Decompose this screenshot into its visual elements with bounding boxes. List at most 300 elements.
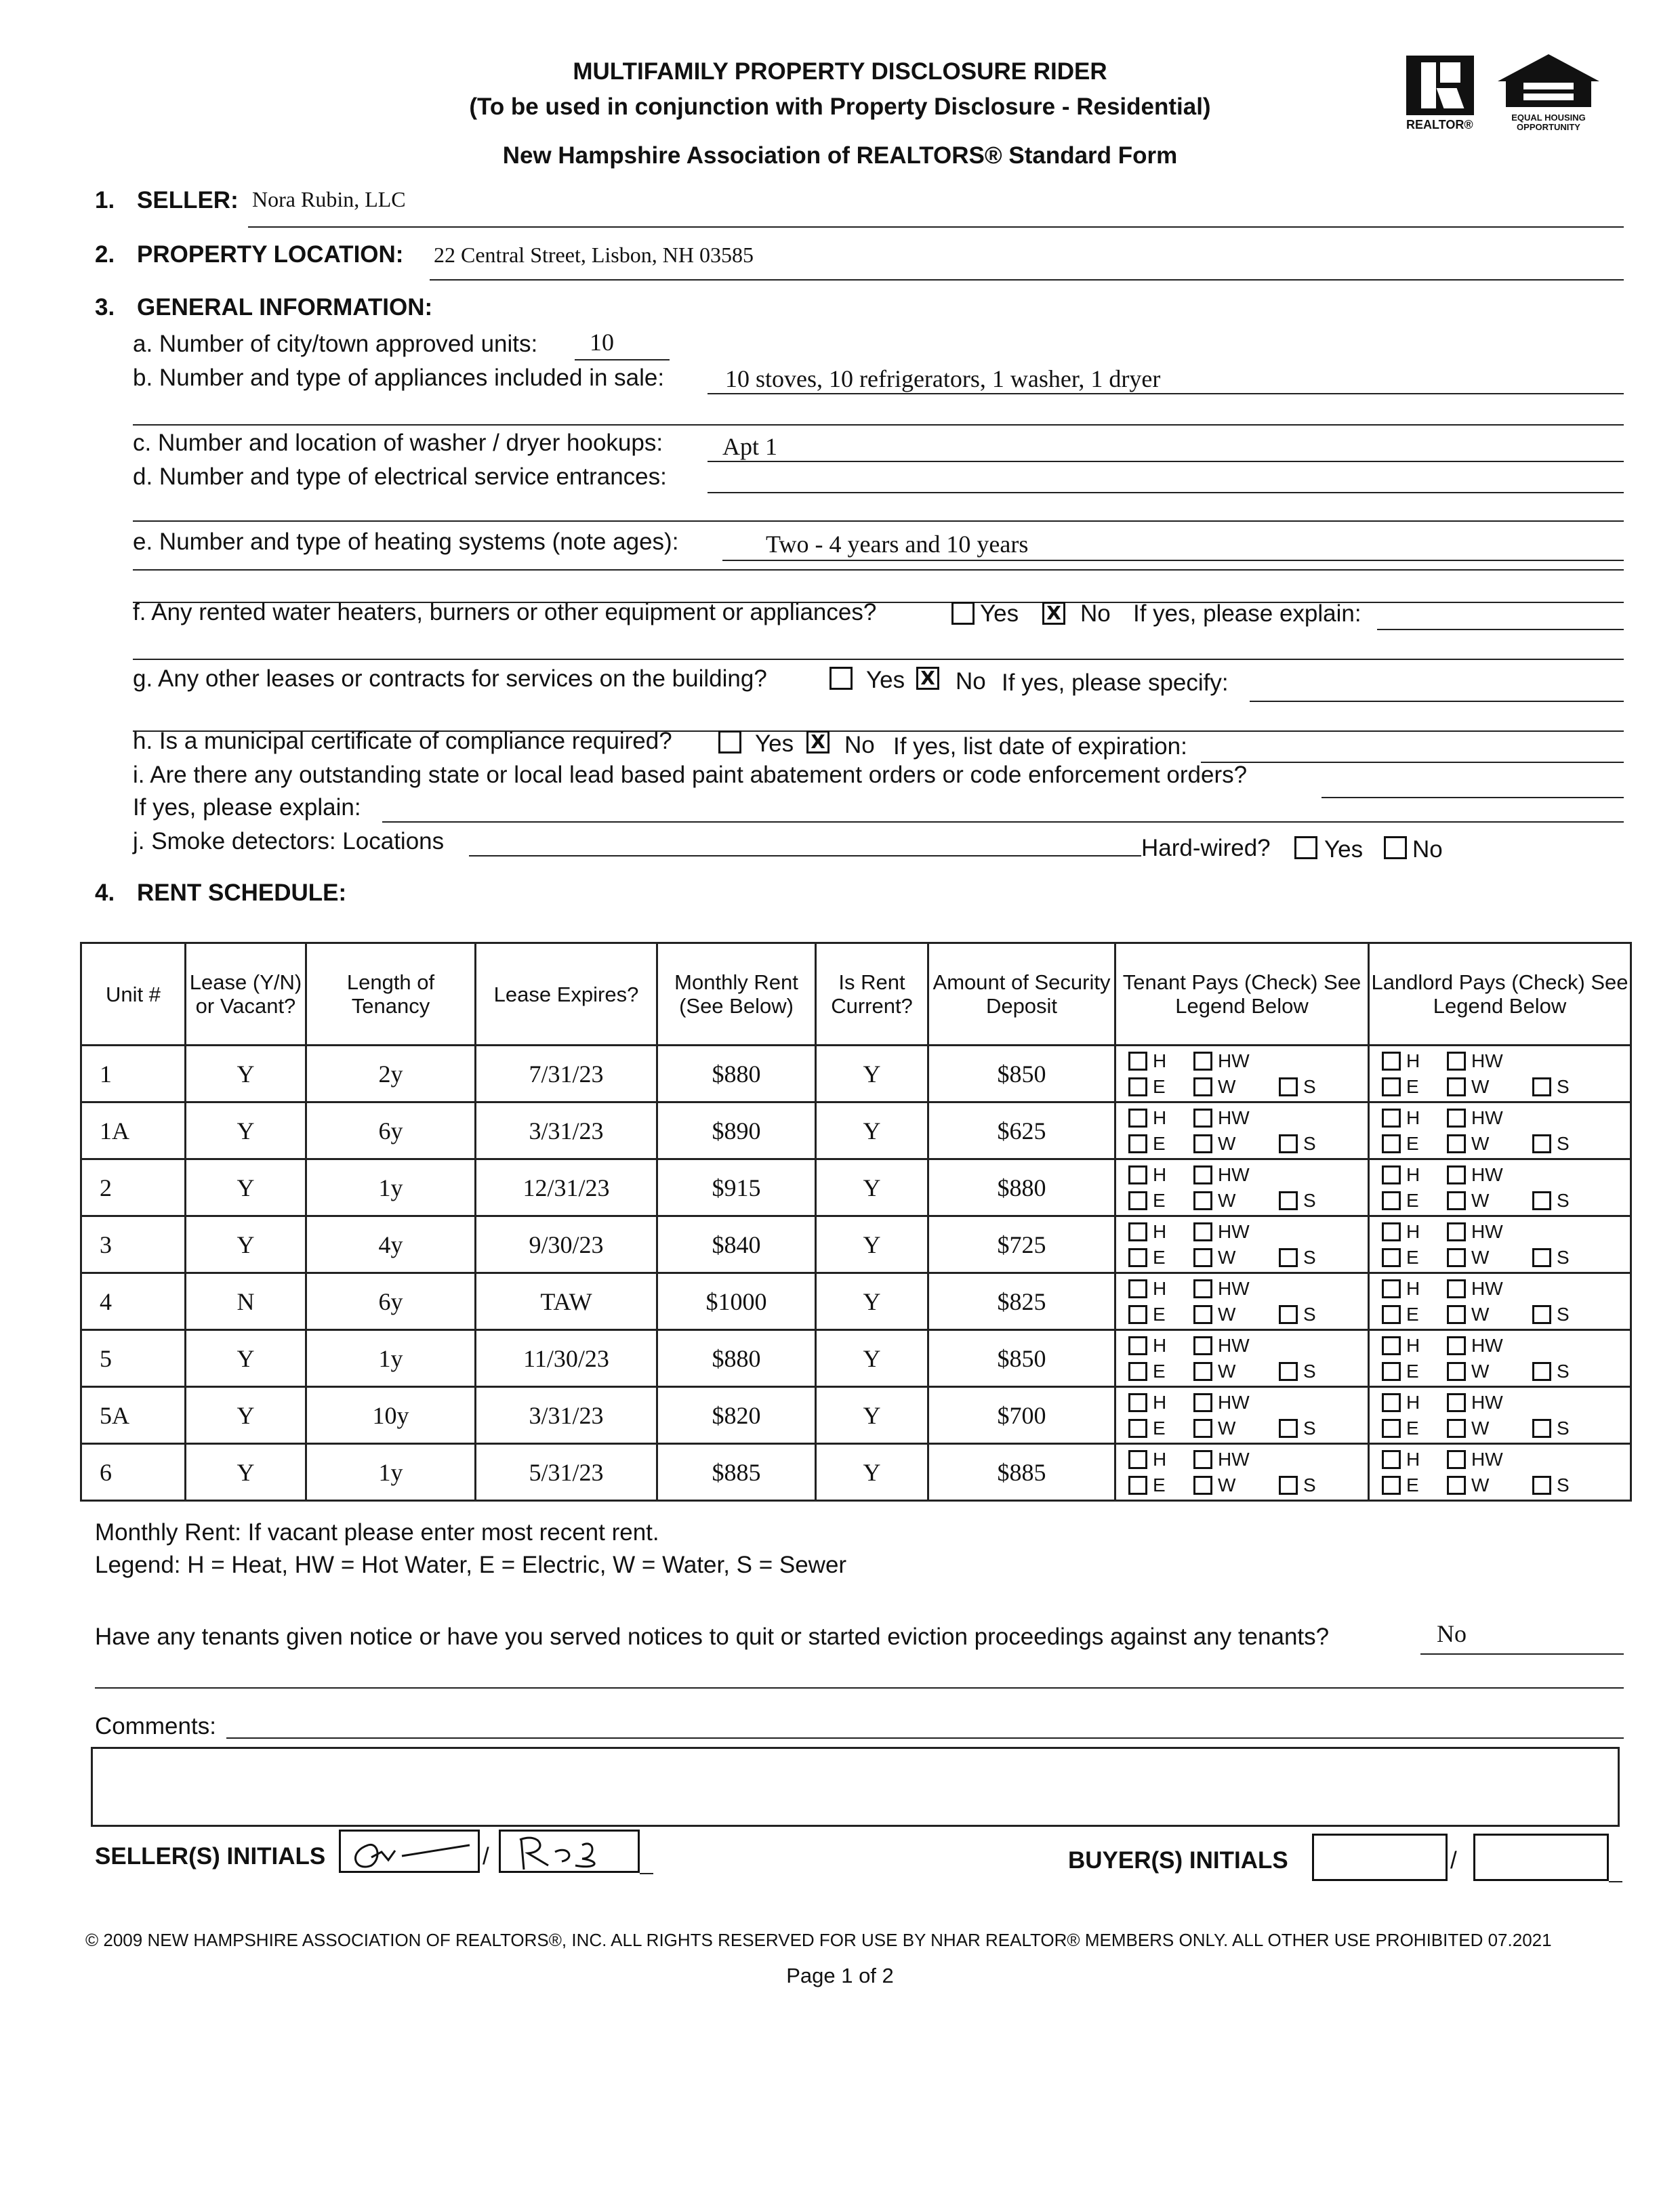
legend-letter-hw: HW [1218,1334,1250,1356]
legend-letter-hw: HW [1471,1163,1503,1185]
cell-rent[interactable]: $820 [657,1387,816,1444]
w-checkbox[interactable] [1193,1305,1212,1324]
h-checkbox[interactable] [1382,1393,1401,1412]
cell-unit[interactable]: 4 [81,1273,186,1330]
rented-equipment-label: f. Any rented water heaters, burners or other equipment or appliances? [133,599,877,625]
form-title: MULTIFAMILY PROPERTY DISCLOSURE RIDER [573,58,1107,85]
legend-letter-e: E [1406,1360,1419,1382]
notice-line-2 [95,1687,1624,1689]
initials-underline [1609,1881,1622,1882]
cell-unit[interactable]: 2 [81,1159,186,1216]
legend-letter-s: S [1303,1303,1316,1325]
h-checkbox[interactable] [1382,1109,1401,1128]
initials-separator: / [483,1843,489,1870]
cell-expires[interactable]: TAW [476,1273,657,1330]
legend-letter-hw: HW [1218,1448,1250,1470]
legend-letter-e: E [1153,1246,1166,1268]
legend-letter-h: H [1406,1391,1420,1413]
s-checkbox[interactable] [1532,1362,1551,1381]
cell-current[interactable]: Y [816,1046,928,1102]
general-heading: GENERAL INFORMATION: [137,294,433,321]
cell-length[interactable]: 6y [306,1273,476,1330]
h-checkbox[interactable] [1382,1052,1401,1071]
table-row [81,1216,1631,1273]
hw-checkbox[interactable] [1447,1279,1466,1298]
e-checkbox[interactable] [1382,1077,1401,1096]
landlord-pays-cell [1369,1273,1631,1330]
legend-letter-e: E [1406,1075,1419,1097]
s-checkbox[interactable] [1532,1248,1551,1267]
cell-unit[interactable]: 5A [81,1387,186,1444]
legend-letter-s: S [1557,1474,1570,1495]
s-checkbox[interactable] [1279,1134,1298,1153]
yes-label: Yes [1324,836,1364,863]
e-checkbox[interactable] [1382,1419,1401,1438]
no-label: No [1412,836,1443,863]
cell-length[interactable]: 1y [306,1159,476,1216]
smoke-detectors-label: j. Smoke detectors: Locations [133,828,445,854]
cell-rent[interactable]: $880 [657,1046,816,1102]
legend-letter-hw: HW [1471,1391,1503,1413]
property-label: PROPERTY LOCATION: [137,241,404,268]
cell-lease[interactable]: Y [186,1216,306,1273]
comments-line [226,1737,1624,1739]
rent-schedule-table [80,942,1632,1502]
e-checkbox[interactable] [1382,1134,1401,1153]
legend-letter-s: S [1557,1303,1570,1325]
h-checkbox[interactable] [1128,1336,1147,1355]
legend-letter-hw: HW [1471,1107,1503,1128]
yes-label: Yes [755,730,794,757]
h-checkbox[interactable] [1128,1279,1147,1298]
hookups-label: c. Number and location of washer / dryer hookups: [133,430,663,456]
legend-letter-s: S [1303,1132,1316,1154]
legend-letter-e: E [1406,1246,1419,1268]
legend-letter-s: S [1303,1189,1316,1211]
legend-letter-w: W [1218,1360,1236,1382]
legend-letter-w: W [1471,1303,1490,1325]
w-checkbox[interactable] [1193,1077,1212,1096]
legend-letter-s: S [1557,1246,1570,1268]
s-checkbox[interactable] [1532,1134,1551,1153]
compliance-no-checkbox[interactable]: X [806,730,829,754]
legend-letter-s: S [1303,1417,1316,1439]
other-leases-no-checkbox[interactable]: X [916,667,939,690]
h-checkbox[interactable] [1128,1222,1147,1241]
hw-checkbox[interactable] [1193,1165,1212,1184]
cell-lease[interactable]: Y [186,1102,306,1159]
property-value[interactable]: 22 Central Street, Lisbon, NH 03585 [434,243,754,267]
s-checkbox[interactable] [1279,1305,1298,1324]
lead-paint-line [1322,797,1624,798]
e-checkbox[interactable] [1382,1305,1401,1324]
legend-letter-w: W [1218,1246,1236,1268]
legend-letter-s: S [1557,1075,1570,1097]
w-checkbox[interactable] [1193,1248,1212,1267]
h-checkbox[interactable] [1128,1450,1147,1469]
hw-checkbox[interactable] [1447,1393,1466,1412]
h-checkbox[interactable] [1382,1279,1401,1298]
initials-separator: / [1450,1847,1457,1874]
seller-line [248,226,1624,228]
cell-rent[interactable]: $1000 [657,1273,816,1330]
cell-current[interactable]: Y [816,1102,928,1159]
col-rent: Monthly Rent (See Below) [657,943,816,1046]
col-tenant-pays: Tenant Pays (Check) See Legend Below [1115,943,1369,1046]
s-checkbox[interactable] [1279,1248,1298,1267]
w-checkbox[interactable] [1193,1362,1212,1381]
seller-initials-label: SELLER(S) INITIALS [95,1843,326,1870]
hw-checkbox[interactable] [1193,1450,1212,1469]
table-row [81,1046,1631,1102]
legend-letter-w: W [1218,1474,1236,1495]
e-checkbox[interactable] [1128,1476,1147,1495]
handwritten-initials-1 [341,1832,478,1871]
cell-deposit[interactable]: $850 [928,1330,1115,1387]
hw-checkbox[interactable] [1447,1222,1466,1241]
table-header-row [81,943,1631,1046]
expiration-line [1201,762,1624,763]
legend-letter-e: E [1406,1132,1419,1154]
tenant-pays-cell [1115,1387,1369,1444]
w-checkbox[interactable] [1447,1476,1466,1495]
hw-checkbox[interactable] [1193,1336,1212,1355]
legend-letter-e: E [1153,1189,1166,1211]
legend-letter-w: W [1218,1132,1236,1154]
legend-letter-s: S [1303,1360,1316,1382]
table-row [81,1273,1631,1330]
heating-label: e. Number and type of heating systems (note ages): [133,529,679,555]
compliance-yes-checkbox[interactable] [718,730,741,754]
hw-checkbox[interactable] [1447,1052,1466,1071]
w-checkbox[interactable] [1193,1476,1212,1495]
hardwired-label: Hard-wired? [1141,835,1271,861]
col-unit: Unit # [81,943,186,1046]
cell-current[interactable]: Y [816,1216,928,1273]
legend-letter-s: S [1303,1075,1316,1097]
legend-letter-s: S [1557,1417,1570,1439]
cell-rent[interactable]: $880 [657,1330,816,1387]
h-checkbox[interactable] [1128,1165,1147,1184]
section-number: 4. [95,880,115,906]
explain-label: If yes, please explain: [1133,600,1361,627]
cell-expires[interactable]: 11/30/23 [476,1330,657,1387]
table-row [81,1387,1631,1444]
cell-unit[interactable]: 3 [81,1216,186,1273]
property-line [430,279,1624,281]
legend-letter-hw: HW [1218,1050,1250,1071]
legend-letter-e: E [1153,1132,1166,1154]
cell-lease[interactable]: Y [186,1444,306,1501]
legend-letter-s: S [1303,1246,1316,1268]
cell-length[interactable]: 1y [306,1444,476,1501]
seller-initials-box-1[interactable] [339,1830,480,1873]
e-checkbox[interactable] [1128,1362,1147,1381]
tenant-pays-cell [1115,1444,1369,1501]
cell-current[interactable]: Y [816,1159,928,1216]
legend-note: Legend: H = Heat, HW = Hot Water, E = Electric, W = Water, S = Sewer [95,1552,847,1578]
rented-equipment-yes-checkbox[interactable] [951,602,975,625]
cell-expires[interactable]: 5/31/23 [476,1444,657,1501]
s-checkbox[interactable] [1279,1419,1298,1438]
legend-letter-w: W [1218,1303,1236,1325]
cell-deposit[interactable]: $880 [928,1159,1115,1216]
cell-expires[interactable]: 3/31/23 [476,1387,657,1444]
w-checkbox[interactable] [1447,1419,1466,1438]
hw-checkbox[interactable] [1447,1109,1466,1128]
legend-letter-hw: HW [1471,1334,1503,1356]
section-number: 3. [95,294,115,321]
w-checkbox[interactable] [1447,1305,1466,1324]
w-checkbox[interactable] [1447,1362,1466,1381]
compliance-label: h. Is a municipal certificate of compliance required? [133,728,672,754]
legend-letter-hw: HW [1218,1220,1250,1242]
appliances-value[interactable]: 10 stoves, 10 refrigerators, 1 washer, 1 dryer [725,365,1161,392]
w-checkbox[interactable] [1447,1248,1466,1267]
cell-lease[interactable]: Y [186,1159,306,1216]
legend-letter-s: S [1303,1474,1316,1495]
cell-unit[interactable]: 6 [81,1444,186,1501]
hardwired-no-checkbox[interactable] [1384,836,1407,859]
cell-rent[interactable]: $885 [657,1444,816,1501]
s-checkbox[interactable] [1532,1419,1551,1438]
tenant-pays-cell [1115,1216,1369,1273]
e-checkbox[interactable] [1382,1476,1401,1495]
legend-letter-w: W [1218,1075,1236,1097]
rented-equipment-no-checkbox[interactable]: X [1042,602,1065,625]
electrical-line-2 [133,520,1624,522]
page-number: Page 1 of 2 [786,1964,894,1987]
hookups-value[interactable]: Apt 1 [722,433,777,460]
legend-letter-h: H [1153,1277,1167,1299]
seller-label: SELLER: [137,187,239,213]
s-checkbox[interactable] [1532,1077,1551,1096]
heating-line-2 [133,569,1624,571]
legend-letter-hw: HW [1218,1277,1250,1299]
buyer-initials-box-2[interactable] [1473,1834,1609,1881]
cell-deposit[interactable]: $825 [928,1273,1115,1330]
legend-letter-h: H [1153,1107,1167,1128]
h-checkbox[interactable] [1382,1450,1401,1469]
h-checkbox[interactable] [1128,1052,1147,1071]
cell-current[interactable]: Y [816,1387,928,1444]
legend-letter-h: H [1406,1163,1420,1185]
e-checkbox[interactable] [1128,1419,1147,1438]
legend-letter-w: W [1218,1417,1236,1439]
cell-length[interactable]: 6y [306,1102,476,1159]
h-checkbox[interactable] [1128,1109,1147,1128]
cell-rent[interactable]: $890 [657,1102,816,1159]
hw-checkbox[interactable] [1193,1393,1212,1412]
cell-length[interactable]: 4y [306,1216,476,1273]
handwritten-initials-2 [501,1832,638,1871]
no-label: No [956,668,986,695]
hardwired-yes-checkbox[interactable] [1294,836,1317,859]
realtor-logo-text: REALTOR® [1406,118,1473,131]
notice-answer[interactable]: No [1437,1620,1467,1647]
cell-length[interactable]: 10y [306,1387,476,1444]
legend-letter-hw: HW [1471,1448,1503,1470]
w-checkbox[interactable] [1193,1419,1212,1438]
w-checkbox[interactable] [1447,1134,1466,1153]
s-checkbox[interactable] [1279,1362,1298,1381]
specify-label: If yes, please specify: [1002,669,1229,696]
units-value[interactable]: 10 [590,329,614,356]
col-landlord-pays: Landlord Pays (Check) See Legend Below [1369,943,1631,1046]
no-label: No [844,732,875,758]
hw-checkbox[interactable] [1193,1279,1212,1298]
hw-checkbox[interactable] [1193,1052,1212,1071]
cell-length[interactable]: 2y [306,1046,476,1102]
section-number: 2. [95,241,115,268]
col-length: Length of Tenancy [306,943,476,1046]
legend-letter-e: E [1406,1417,1419,1439]
electrical-label: d. Number and type of electrical service entrances: [133,463,667,490]
other-leases-yes-checkbox[interactable] [829,667,853,690]
s-checkbox[interactable] [1279,1191,1298,1210]
landlord-pays-cell [1369,1330,1631,1387]
h-checkbox[interactable] [1382,1165,1401,1184]
heating-value[interactable]: Two - 4 years and 10 years [766,531,1029,558]
e-checkbox[interactable] [1128,1191,1147,1210]
legend-letter-h: H [1153,1448,1167,1470]
legend-letter-w: W [1218,1189,1236,1211]
seller-initials-box-2[interactable] [499,1830,640,1873]
buyer-initials-box-1[interactable] [1312,1834,1448,1881]
cell-deposit[interactable]: $625 [928,1102,1115,1159]
w-checkbox[interactable] [1193,1191,1212,1210]
e-checkbox[interactable] [1128,1248,1147,1267]
legend-letter-h: H [1406,1277,1420,1299]
hw-checkbox[interactable] [1193,1109,1212,1128]
copyright-footer: © 2009 NEW HAMPSHIRE ASSOCIATION OF REALTORS®, INC. ALL RIGHTS RESERVED FOR USE BY NHAR REALTOR® MEMBERS ONLY. ALL OTHER USE PROHIBITED 07.2021 [85,1930,1552,1950]
h-checkbox[interactable] [1382,1336,1401,1355]
s-checkbox[interactable] [1279,1476,1298,1495]
legend-letter-h: H [1153,1334,1167,1356]
cell-unit[interactable]: 5 [81,1330,186,1387]
e-checkbox[interactable] [1382,1191,1401,1210]
col-lease: Lease (Y/N) or Vacant? [186,943,306,1046]
comments-label: Comments: [95,1713,216,1739]
s-checkbox[interactable] [1532,1476,1551,1495]
explain-line-2 [133,659,1624,660]
col-expires: Lease Expires? [476,943,657,1046]
e-checkbox[interactable] [1382,1362,1401,1381]
units-line [575,359,670,360]
cell-current[interactable]: Y [816,1330,928,1387]
legend-letter-e: E [1153,1360,1166,1382]
legend-letter-hw: HW [1471,1277,1503,1299]
cell-current[interactable]: Y [816,1273,928,1330]
cell-lease[interactable]: Y [186,1046,306,1102]
expiration-label: If yes, list date of expiration: [893,733,1187,760]
cell-lease[interactable]: Y [186,1387,306,1444]
cell-unit[interactable]: 1 [81,1046,186,1102]
h-checkbox[interactable] [1382,1222,1401,1241]
w-checkbox[interactable] [1193,1134,1212,1153]
s-checkbox[interactable] [1532,1191,1551,1210]
col-deposit: Amount of Security Deposit [928,943,1115,1046]
w-checkbox[interactable] [1447,1077,1466,1096]
legend-letter-w: W [1471,1075,1490,1097]
landlord-pays-cell [1369,1387,1631,1444]
cell-lease[interactable]: Y [186,1330,306,1387]
units-label: a. Number of city/town approved units: [133,331,538,357]
landlord-pays-cell [1369,1102,1631,1159]
w-checkbox[interactable] [1447,1191,1466,1210]
other-leases-label: g. Any other leases or contracts for services on the building? [133,665,767,692]
cell-current[interactable]: Y [816,1444,928,1501]
comments-box[interactable] [91,1747,1620,1827]
cell-rent[interactable]: $915 [657,1159,816,1216]
e-checkbox[interactable] [1128,1134,1147,1153]
legend-letter-h: H [1406,1107,1420,1128]
hw-checkbox[interactable] [1193,1222,1212,1241]
cell-lease[interactable]: N [186,1273,306,1330]
notice-question: Have any tenants given notice or have you served notices to quit or started eviction proceedings against any tenants? [95,1624,1330,1650]
hw-checkbox[interactable] [1447,1165,1466,1184]
cell-rent[interactable]: $840 [657,1216,816,1273]
table-row [81,1159,1631,1216]
appliances-label: b. Number and type of appliances included in sale: [133,365,665,391]
legend-letter-e: E [1406,1303,1419,1325]
s-checkbox[interactable] [1279,1077,1298,1096]
section-number: 1. [95,187,115,213]
cell-length[interactable]: 1y [306,1330,476,1387]
legend-letter-hw: HW [1218,1391,1250,1413]
lead-explain-label: If yes, please explain: [133,794,361,821]
smoke-detectors-line [469,855,1141,856]
legend-letter-s: S [1557,1360,1570,1382]
cell-deposit[interactable]: $725 [928,1216,1115,1273]
legend-letter-e: E [1153,1303,1166,1325]
electrical-line [708,492,1624,493]
legend-letter-w: W [1471,1417,1490,1439]
hw-checkbox[interactable] [1447,1450,1466,1469]
s-checkbox[interactable] [1532,1305,1551,1324]
cell-expires[interactable]: 3/31/23 [476,1102,657,1159]
hw-checkbox[interactable] [1447,1336,1466,1355]
legend-letter-w: W [1471,1132,1490,1154]
no-label: No [1080,600,1111,627]
e-checkbox[interactable] [1128,1077,1147,1096]
legend-letter-w: W [1471,1474,1490,1495]
cell-deposit[interactable]: $885 [928,1444,1115,1501]
legend-letter-h: H [1153,1163,1167,1185]
cell-deposit[interactable]: $850 [928,1046,1115,1102]
cell-expires[interactable]: 12/31/23 [476,1159,657,1216]
lead-explain-line [382,821,1624,823]
cell-unit[interactable]: 1A [81,1102,186,1159]
form-subtitle: (To be used in conjunction with Property Disclosure - Residential) [469,94,1211,120]
legend-letter-h: H [1406,1448,1420,1470]
legend-letter-h: H [1153,1050,1167,1071]
cell-expires[interactable]: 9/30/23 [476,1216,657,1273]
legend-letter-hw: HW [1471,1050,1503,1071]
cell-deposit[interactable]: $700 [928,1387,1115,1444]
landlord-pays-cell [1369,1444,1631,1501]
e-checkbox[interactable] [1128,1305,1147,1324]
cell-expires[interactable]: 7/31/23 [476,1046,657,1102]
legend-letter-h: H [1406,1050,1420,1071]
legend-letter-h: H [1153,1391,1167,1413]
legend-letter-hw: HW [1471,1220,1503,1242]
seller-value[interactable]: Nora Rubin, LLC [252,187,406,211]
h-checkbox[interactable] [1128,1393,1147,1412]
rent-heading: RENT SCHEDULE: [137,880,347,906]
table-row [81,1102,1631,1159]
e-checkbox[interactable] [1382,1248,1401,1267]
